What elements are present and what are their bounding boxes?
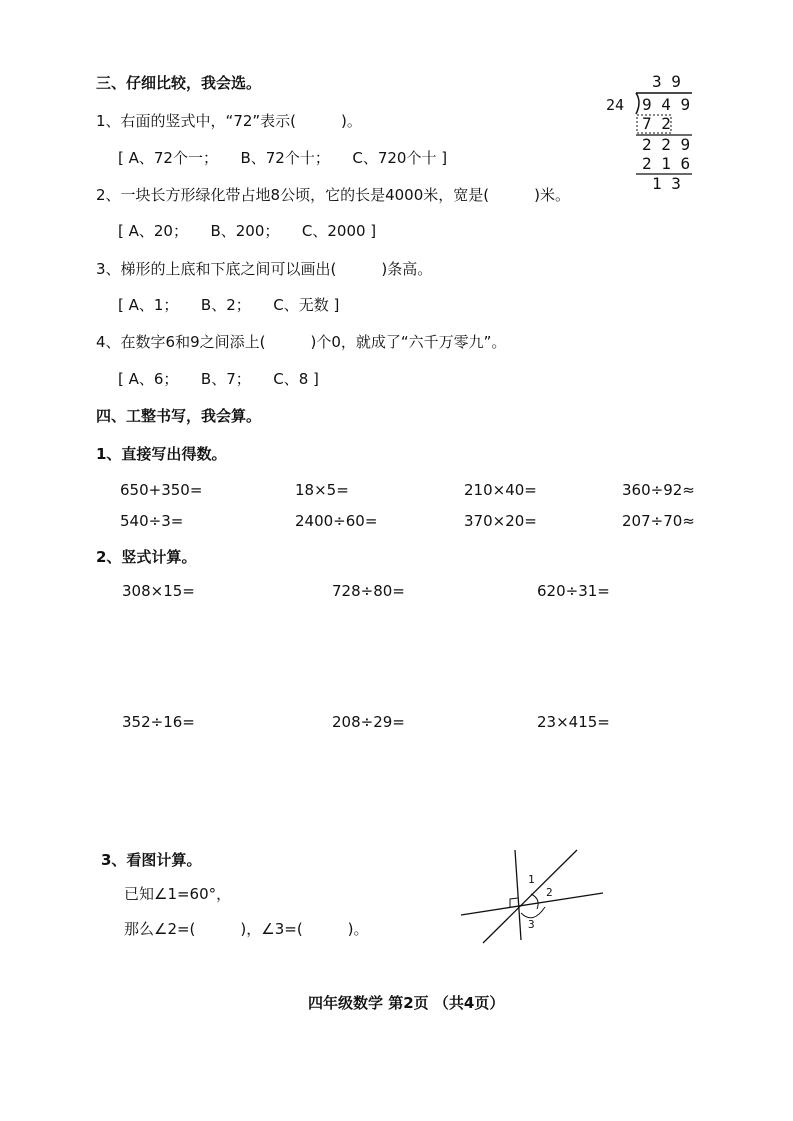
question-3-text: 3、梯形的上底和下底之间可以画出( )条高。 xyxy=(96,260,433,278)
long-division-figure xyxy=(600,72,710,194)
angle-3-arc xyxy=(521,907,545,918)
oral-calc-item: 360÷92≈ xyxy=(622,481,695,499)
angle-figure xyxy=(455,845,615,950)
question-2-text: 2、一块长方形绿化带占地8公顷，它的长是4000米，宽是( )米。 xyxy=(96,186,570,204)
vertical-calc-item: 23×415= xyxy=(537,713,610,731)
vertical-calc-item: 620÷31= xyxy=(537,582,610,600)
angle-label-1: 1 xyxy=(528,873,535,886)
angle-2-arc xyxy=(531,894,538,909)
transversal-line xyxy=(515,850,521,940)
division-divisor: 24 xyxy=(606,96,625,114)
question-4-options: [ A、6； B、7； C、8 ] xyxy=(118,370,319,388)
question-4-text: 4、在数字6和9之间添上( )个0，就成了“六千万零九”。 xyxy=(96,333,507,351)
horizontal-line xyxy=(461,893,603,915)
vertical-calc-item: 728÷80= xyxy=(332,582,405,600)
part-1-title: 1、直接写出得数。 xyxy=(96,445,227,463)
division-step-1: 7 2 xyxy=(642,114,671,133)
oral-calc-item: 207÷70≈ xyxy=(622,512,695,530)
oral-calc-item: 650+350= xyxy=(120,481,203,499)
right-angle-mark xyxy=(510,898,518,907)
division-remainder: 1 3 xyxy=(652,174,681,193)
part-3-title: 3、看图计算。 xyxy=(101,851,202,869)
division-quotient: 3 9 xyxy=(652,72,681,91)
question-3-options: [ A、1； B、2； C、无数 ] xyxy=(118,296,340,314)
vertical-calc-item: 352÷16= xyxy=(122,713,195,731)
oral-calc-item: 370×20= xyxy=(464,512,537,530)
oral-calc-item: 2400÷60= xyxy=(295,512,378,530)
vertical-calc-item: 208÷29= xyxy=(332,713,405,731)
part-3-question: 那么∠2=( )，∠3=( )。 xyxy=(124,920,369,938)
section-3-heading: 三、仔细比较，我会选。 xyxy=(96,74,262,92)
question-2-options: [ A、20； B、200； C、2000 ] xyxy=(118,222,377,240)
oral-calc-item: 540÷3= xyxy=(120,512,184,530)
question-1-options: [ A、72个一； B、72个十； C、720个十 ] xyxy=(118,149,448,167)
section-4-heading: 四、工整书写，我会算。 xyxy=(96,407,262,425)
division-step-2: 2 2 9 xyxy=(642,135,691,154)
question-1-text: 1、右面的竖式中，“72”表示( )。 xyxy=(96,112,362,130)
part-3-given: 已知∠1=60°， xyxy=(124,885,232,903)
angle-label-2: 2 xyxy=(546,886,553,899)
oral-calc-item: 18×5= xyxy=(295,481,349,499)
page-footer: 四年级数学 第2页 （共4页） xyxy=(308,994,505,1012)
division-dividend: 9 4 9 xyxy=(642,95,691,114)
division-step-3: 2 1 6 xyxy=(642,154,691,173)
vertical-calc-item: 308×15= xyxy=(122,582,195,600)
part-2-title: 2、竖式计算。 xyxy=(96,548,197,566)
angle-label-3: 3 xyxy=(528,918,535,931)
oral-calc-item: 210×40= xyxy=(464,481,537,499)
